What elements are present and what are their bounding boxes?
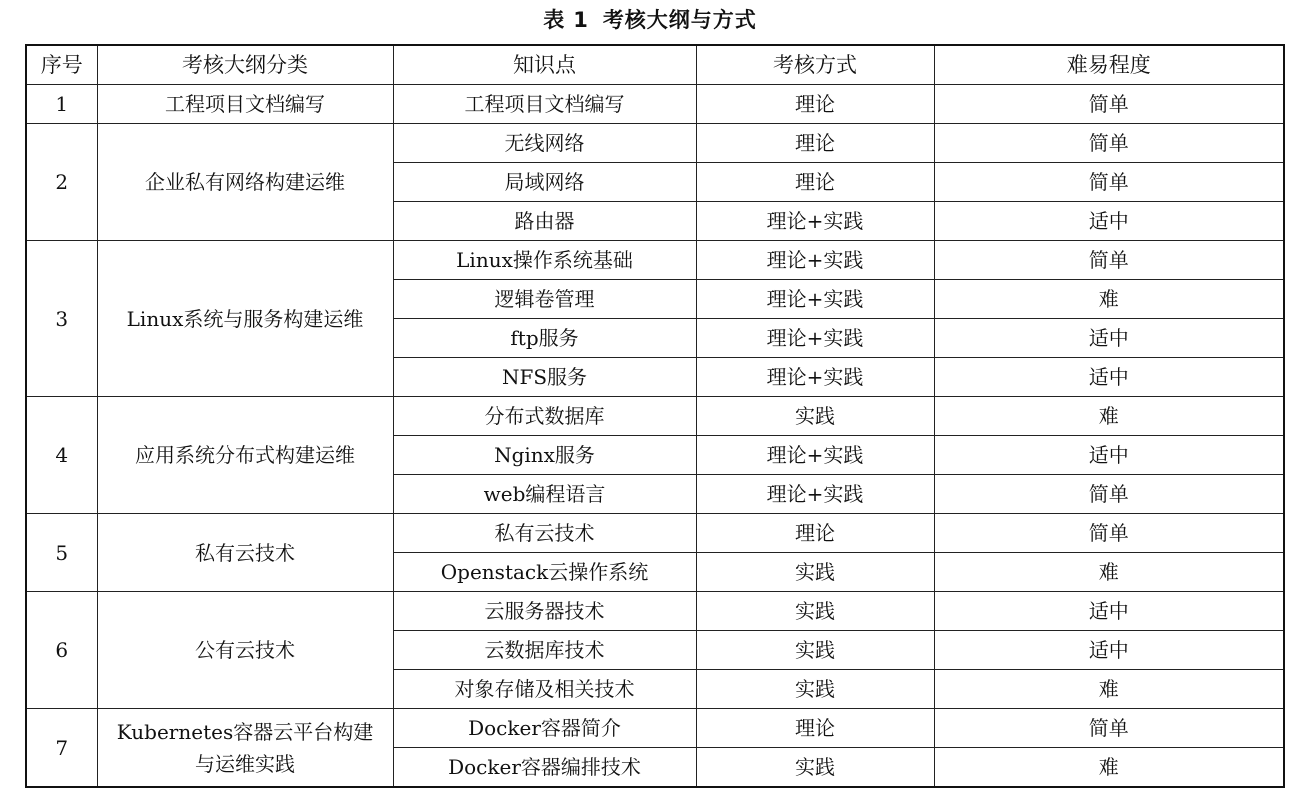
row-knowledge-point: Openstack云操作系统 xyxy=(393,553,696,592)
row-difficulty: 适中 xyxy=(934,358,1284,397)
row-difficulty: 适中 xyxy=(934,592,1284,631)
row-knowledge-point: 分布式数据库 xyxy=(393,397,696,436)
table-body xyxy=(26,85,1284,788)
table-row xyxy=(26,397,1284,436)
row-index: 4 xyxy=(26,397,97,514)
row-category: 公有云技术 xyxy=(97,592,393,709)
row-index: 6 xyxy=(26,592,97,709)
row-difficulty: 简单 xyxy=(934,241,1284,280)
table-row xyxy=(26,124,1284,163)
row-difficulty: 难 xyxy=(934,670,1284,709)
row-assessment-mode: 理论 xyxy=(696,124,934,163)
row-difficulty: 适中 xyxy=(934,436,1284,475)
row-difficulty: 简单 xyxy=(934,709,1284,748)
row-assessment-mode: 理论+实践 xyxy=(696,241,934,280)
header-difficulty: 难易程度 xyxy=(934,45,1284,85)
row-difficulty: 适中 xyxy=(934,202,1284,241)
row-knowledge-point: 私有云技术 xyxy=(393,514,696,553)
row-knowledge-point: 对象存储及相关技术 xyxy=(393,670,696,709)
row-knowledge-point: Nginx服务 xyxy=(393,436,696,475)
row-assessment-mode: 实践 xyxy=(696,592,934,631)
row-category: 企业私有网络构建运维 xyxy=(97,124,393,241)
row-difficulty: 难 xyxy=(934,397,1284,436)
assessment-table xyxy=(25,44,1285,788)
row-assessment-mode: 实践 xyxy=(696,670,934,709)
row-assessment-mode: 理论 xyxy=(696,85,934,124)
header-assessment-mode: 考核方式 xyxy=(696,45,934,85)
row-category: 应用系统分布式构建运维 xyxy=(97,397,393,514)
row-knowledge-point: 工程项目文档编写 xyxy=(393,85,696,124)
row-index: 2 xyxy=(26,124,97,241)
row-index: 3 xyxy=(26,241,97,397)
header-knowledge-point: 知识点 xyxy=(393,45,696,85)
row-assessment-mode: 理论+实践 xyxy=(696,280,934,319)
caption-label: 表 xyxy=(543,8,566,32)
row-category: 工程项目文档编写 xyxy=(97,85,393,124)
row-index: 7 xyxy=(26,709,97,788)
row-knowledge-point: 路由器 xyxy=(393,202,696,241)
row-assessment-mode: 理论+实践 xyxy=(696,319,934,358)
row-assessment-mode: 理论 xyxy=(696,163,934,202)
row-assessment-mode: 理论 xyxy=(696,709,934,748)
table-caption xyxy=(0,4,1300,36)
caption-number: 1 xyxy=(573,8,589,32)
row-knowledge-point: NFS服务 xyxy=(393,358,696,397)
row-knowledge-point: Docker容器编排技术 xyxy=(393,748,696,788)
row-difficulty: 难 xyxy=(934,553,1284,592)
row-assessment-mode: 理论 xyxy=(696,514,934,553)
row-difficulty: 难 xyxy=(934,280,1284,319)
header-row xyxy=(26,45,1284,85)
row-knowledge-point: web编程语言 xyxy=(393,475,696,514)
row-assessment-mode: 理论+实践 xyxy=(696,358,934,397)
row-knowledge-point: 云服务器技术 xyxy=(393,592,696,631)
header-category: 考核大纲分类 xyxy=(97,45,393,85)
row-knowledge-point: Docker容器简介 xyxy=(393,709,696,748)
row-knowledge-point: 局域网络 xyxy=(393,163,696,202)
row-assessment-mode: 理论+实践 xyxy=(696,436,934,475)
table-row xyxy=(26,85,1284,124)
table-row xyxy=(26,592,1284,631)
row-assessment-mode: 实践 xyxy=(696,748,934,788)
row-category: Linux系统与服务构建运维 xyxy=(97,241,393,397)
row-knowledge-point: ftp服务 xyxy=(393,319,696,358)
row-assessment-mode: 实践 xyxy=(696,553,934,592)
row-assessment-mode: 实践 xyxy=(696,397,934,436)
row-index: 1 xyxy=(26,85,97,124)
row-knowledge-point: 云数据库技术 xyxy=(393,631,696,670)
row-category: 私有云技术 xyxy=(97,514,393,592)
row-difficulty: 简单 xyxy=(934,475,1284,514)
row-assessment-mode: 理论+实践 xyxy=(696,202,934,241)
row-difficulty: 适中 xyxy=(934,631,1284,670)
row-difficulty: 简单 xyxy=(934,163,1284,202)
header-index: 序号 xyxy=(26,45,97,85)
table-row xyxy=(26,514,1284,553)
row-difficulty: 适中 xyxy=(934,319,1284,358)
row-difficulty: 简单 xyxy=(934,85,1284,124)
row-knowledge-point: Linux操作系统基础 xyxy=(393,241,696,280)
row-assessment-mode: 理论+实践 xyxy=(696,475,934,514)
row-category: Kubernetes容器云平台构建与运维实践 xyxy=(97,709,393,788)
row-index: 5 xyxy=(26,514,97,592)
row-knowledge-point: 无线网络 xyxy=(393,124,696,163)
caption-title: 考核大纲与方式 xyxy=(602,8,757,32)
row-assessment-mode: 实践 xyxy=(696,631,934,670)
row-difficulty: 简单 xyxy=(934,514,1284,553)
table-row xyxy=(26,241,1284,280)
row-knowledge-point: 逻辑卷管理 xyxy=(393,280,696,319)
table-row xyxy=(26,709,1284,748)
row-difficulty: 简单 xyxy=(934,124,1284,163)
row-difficulty: 难 xyxy=(934,748,1284,788)
